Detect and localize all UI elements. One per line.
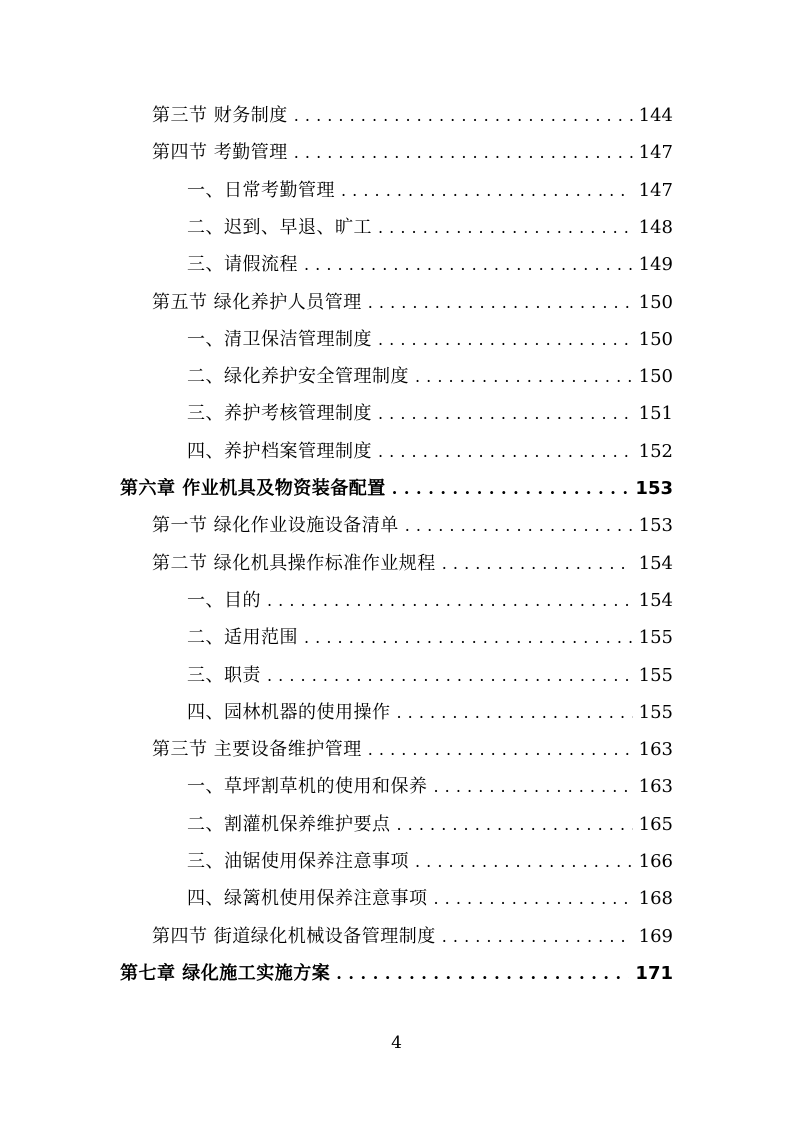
toc-section-entry[interactable]	[152, 288, 673, 318]
toc-subsection-entry[interactable]	[187, 362, 673, 392]
dot-leader	[304, 623, 633, 653]
toc-entry-title: 一、日常考勤管理	[187, 179, 335, 201]
dot-leader	[267, 661, 633, 691]
toc-entry-title: 第五节 绿化养护人员管理	[152, 291, 362, 313]
toc-entry-title: 第六章 作业机具及物资装备配置	[120, 478, 386, 499]
toc-entry-page-number: 168	[638, 888, 673, 910]
toc-entry-page-number: 150	[638, 328, 673, 350]
toc-entry-page-number: 155	[638, 627, 673, 649]
toc-entry-title: 二、割灌机保养维护要点	[187, 813, 391, 835]
toc-subsection-entry[interactable]	[187, 772, 673, 802]
toc-entry-page-number: 169	[638, 925, 673, 947]
toc-section-entry[interactable]	[152, 922, 673, 952]
toc-entry-title: 三、油锯使用保养注意事项	[187, 851, 409, 872]
toc-entry-title: 二、适用范围	[187, 627, 298, 649]
toc-entry-title: 四、养护档案管理制度	[187, 440, 372, 462]
dot-leader	[442, 922, 633, 952]
toc-entry-page-number: 171	[635, 962, 673, 984]
toc-entry-title: 四、园林机器的使用操作	[187, 701, 391, 723]
toc-subsection-entry[interactable]	[187, 250, 673, 280]
toc-subsection-entry[interactable]	[187, 176, 673, 206]
toc-entry-title: 第四节 考勤管理	[152, 142, 288, 164]
toc-subsection-entry[interactable]	[187, 661, 673, 691]
toc-chapter-entry[interactable]	[120, 959, 673, 989]
toc-entry-page-number: 152	[638, 440, 673, 462]
toc-entry-title: 二、迟到、早退、旷工	[187, 216, 372, 238]
toc-subsection-entry[interactable]	[187, 325, 673, 355]
dot-leader	[415, 847, 633, 877]
dot-leader	[368, 288, 633, 318]
toc-entry-page-number: 165	[638, 813, 673, 835]
dot-leader	[294, 138, 633, 168]
toc-entry-page-number: 149	[638, 254, 673, 276]
toc-entry-page-number: 153	[638, 515, 673, 537]
toc-entry-page-number: 144	[638, 105, 673, 126]
toc-entry-title: 第三节 财务制度	[152, 105, 288, 126]
dot-leader	[378, 399, 633, 429]
dot-leader	[415, 362, 633, 392]
toc-subsection-entry[interactable]	[187, 623, 673, 653]
toc-entry-page-number: 163	[638, 776, 673, 798]
toc-subsection-entry[interactable]	[187, 586, 673, 616]
toc-entry-page-number: 154	[638, 589, 673, 611]
toc-chapter-entry[interactable]	[120, 474, 673, 504]
toc-entry-page-number: 163	[638, 739, 673, 761]
toc-section-entry[interactable]	[152, 101, 673, 131]
toc-entry-title: 二、绿化养护安全管理制度	[187, 366, 409, 388]
toc-entry-page-number: 155	[638, 701, 673, 723]
toc-entry-page-number: 148	[638, 216, 673, 238]
toc-entry-title: 一、目的	[187, 589, 261, 611]
dot-leader	[341, 176, 633, 206]
toc-entry-page-number: 150	[638, 366, 673, 388]
dot-leader	[442, 549, 633, 579]
toc-entry-page-number: 150	[638, 291, 673, 313]
toc-entry-title: 第七章 绿化施工实施方案	[120, 962, 331, 984]
dot-leader	[304, 250, 633, 280]
toc-entry-title: 一、草坪割草机的使用和保养	[187, 776, 428, 798]
dot-leader	[267, 586, 633, 616]
toc-subsection-entry[interactable]	[187, 810, 673, 840]
dot-leader	[397, 698, 633, 728]
toc-section-entry[interactable]	[152, 138, 673, 168]
toc-entry-title: 四、绿篱机使用保养注意事项	[187, 888, 428, 910]
dot-leader	[378, 437, 633, 467]
dot-leader	[378, 325, 633, 355]
toc-entry-title: 一、清卫保洁管理制度	[187, 328, 372, 350]
toc-entry-title: 第一节 绿化作业设施设备清单	[152, 515, 399, 537]
toc-entry-page-number: 147	[638, 179, 673, 201]
toc-entry-page-number: 153	[635, 478, 673, 499]
dot-leader	[336, 959, 629, 989]
dot-leader	[294, 101, 633, 131]
toc-entry-title: 三、请假流程	[187, 254, 298, 276]
toc-entry-title: 第三节 主要设备维护管理	[152, 739, 362, 761]
toc-subsection-entry[interactable]	[187, 884, 673, 914]
toc-subsection-entry[interactable]	[187, 847, 673, 877]
toc-entry-page-number: 155	[638, 664, 673, 686]
dot-leader	[405, 511, 633, 541]
toc-subsection-entry[interactable]	[187, 437, 673, 467]
page-number: 4	[391, 1033, 402, 1053]
toc-subsection-entry[interactable]	[187, 213, 673, 243]
dot-leader	[368, 735, 633, 765]
dot-leader	[392, 474, 630, 504]
toc-entry-page-number: 166	[638, 851, 673, 872]
toc-entry-page-number: 154	[638, 552, 673, 574]
dot-leader	[397, 810, 633, 840]
dot-leader	[434, 884, 633, 914]
toc-subsection-entry[interactable]	[187, 698, 673, 728]
dot-leader	[378, 213, 633, 243]
toc-section-entry[interactable]	[152, 511, 673, 541]
toc-section-entry[interactable]	[152, 549, 673, 579]
toc-entry-title: 三、养护考核管理制度	[187, 403, 372, 425]
toc-section-entry[interactable]	[152, 735, 673, 765]
toc-entry-title: 三、职责	[187, 664, 261, 686]
toc-entry-page-number: 151	[638, 403, 673, 425]
toc-entry-title: 第二节 绿化机具操作标准作业规程	[152, 552, 436, 574]
toc-entry-page-number: 147	[638, 142, 673, 164]
toc-entry-title: 第四节 街道绿化机械设备管理制度	[152, 925, 436, 947]
dot-leader	[434, 772, 633, 802]
toc-subsection-entry[interactable]	[187, 399, 673, 429]
